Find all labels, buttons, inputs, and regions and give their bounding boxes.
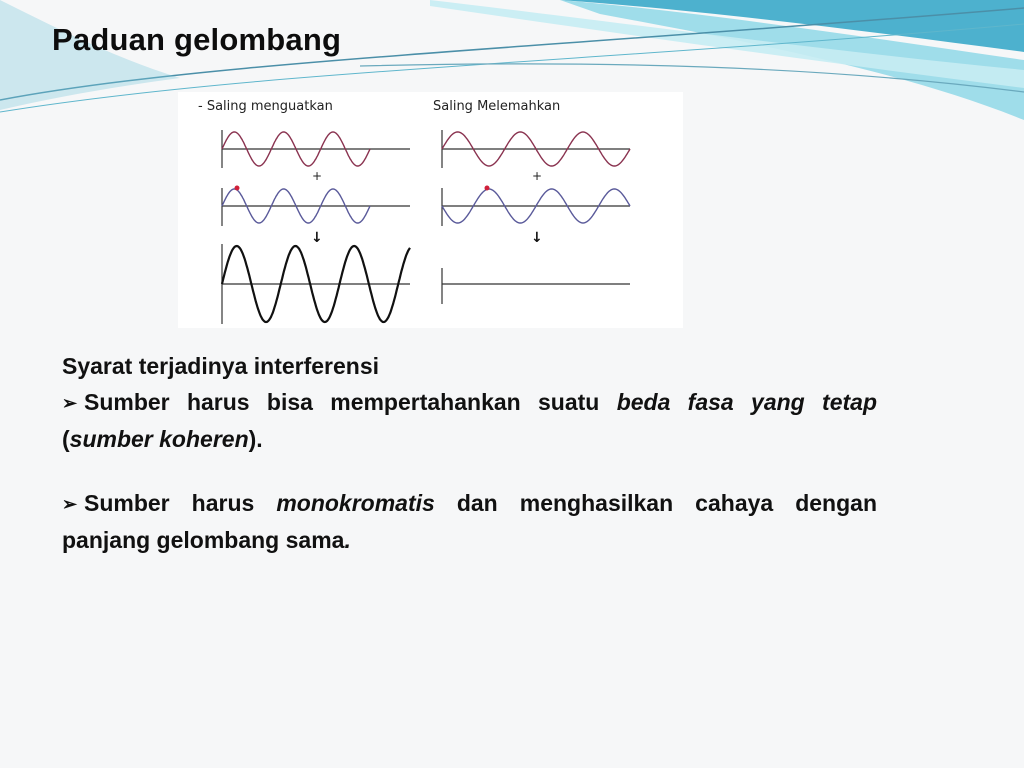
arrow-bullet-icon: ➢	[62, 494, 78, 514]
condition-item-1: ➢ Sumber harus bisa mempertahankan suatu beda fasa yang tetap (sumber koheren).	[62, 384, 877, 457]
slide-title: Paduan gelombang	[52, 22, 342, 57]
down-arrow-icon: ↓	[311, 230, 323, 246]
interference-conditions-heading: Syarat terjadinya interferensi	[62, 353, 380, 379]
interference-diagram	[178, 92, 683, 328]
content-text	[62, 348, 877, 558]
label-saling-menguatkan: - Saling menguatkan	[198, 99, 333, 114]
label-saling-melemahkan: Saling Melemahkan	[433, 99, 561, 114]
plus-sign-right: +	[532, 169, 543, 183]
phase-dot-right	[485, 186, 490, 191]
condition-item-2: ➢ Sumber harus monokromatis dan menghasilkan cahaya dengan panjang gelombang sama.	[62, 485, 877, 558]
arrow-bullet-icon: ➢	[62, 393, 78, 413]
phase-dot-left	[235, 186, 240, 191]
plus-sign-left: +	[312, 169, 323, 183]
down-arrow-icon: ↓	[531, 230, 543, 246]
